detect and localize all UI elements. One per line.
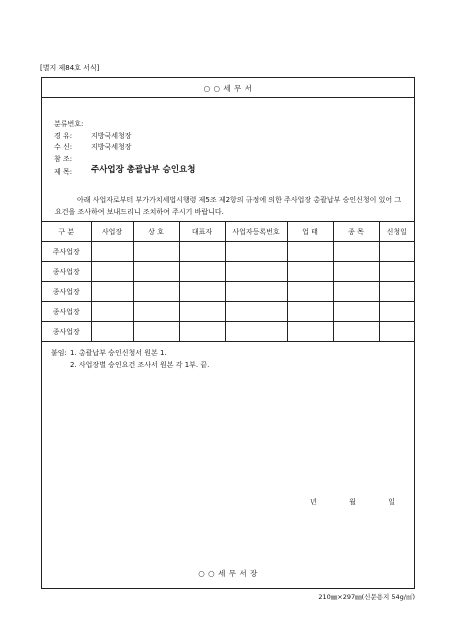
document-frame [41,77,415,589]
meta-reference [54,154,195,166]
table-cell [91,242,133,262]
table-cell [91,262,133,282]
title-divider [42,97,414,98]
header-business-item: 종 목 [333,222,379,242]
table-cell [91,302,133,322]
attachments [51,347,209,371]
table-row [42,322,414,342]
table-cell [179,242,225,262]
table-row [42,302,414,322]
table-cell [179,302,225,322]
table-cell [333,282,379,302]
tax-office-chief: ○ ○ 세 무 서 장 [198,569,258,578]
table-cell [133,262,179,282]
table-cell [333,262,379,282]
row-label: 종사업장 [42,262,91,282]
business-table [42,221,414,342]
table-cell [225,322,287,342]
date-month: 월 [349,498,356,506]
row-label: 종사업장 [42,282,91,302]
row-label: 주사업장 [42,242,91,262]
attachments-label: 붙임: [51,349,67,357]
table-cell [225,282,287,302]
meta-via [54,131,195,143]
meta-key: 분류번호: [54,120,84,128]
table-cell [287,242,333,262]
date-line [310,497,395,507]
table-cell [225,302,287,322]
office-title: ○ ○ 세 무 서 [203,84,253,93]
table-cell [179,282,225,302]
table-row [42,282,414,302]
table-cell [179,262,225,282]
table-cell [379,282,414,302]
table-row [42,262,414,282]
table-cell [287,282,333,302]
attachment-indent [51,359,70,371]
table-cell [333,322,379,342]
header-division: 구 분 [42,222,91,242]
table-cell [333,302,379,322]
attachment-line-2 [51,359,209,371]
document-meta [54,119,195,179]
header-business-type: 업 태 [287,222,333,242]
table-cell [91,282,133,302]
table-cell [287,322,333,342]
table-cell [287,302,333,322]
table-header-row [42,222,414,242]
table-cell [287,262,333,282]
table-row [42,242,414,262]
meta-value: 지방국세청장 [91,143,132,151]
header-representative: 대표자 [179,222,225,242]
request-body [55,195,403,218]
attachment-line-1 [51,347,209,359]
meta-value: 지방국세청장 [91,131,132,140]
date-year: 년 [310,498,317,506]
table-cell [133,302,179,322]
header-application-date: 신청일 [379,222,414,242]
meta-key: 경 유: [54,131,73,140]
table-cell [379,322,414,342]
form-number-label: [별지 제84호 서식] [40,64,100,72]
meta-subject [54,165,195,179]
table-cell [379,262,414,282]
row-label: 종사업장 [42,322,91,342]
attachment-item: 2. 사업장별 승인요건 조사서 원본 각 1부. 끝. [70,361,210,369]
paper-specification: 210㎜×297㎜(신문용지 54g/㎡) [318,593,415,601]
meta-recipient [54,142,195,154]
header-registration-number: 사업자등록번호 [225,222,287,242]
table-cell [133,282,179,302]
attachment-item: 1. 총괄납부 승인신청서 원본 1. [70,349,167,357]
meta-classification [54,119,195,131]
table-cell [225,262,287,282]
meta-key: 수 신: [54,143,73,151]
table-cell [133,322,179,342]
table-cell [91,322,133,342]
header-trade-name: 상 호 [133,222,179,242]
subject-title: 주사업장 총괄납부 승인요청 [91,165,196,175]
table-cell [333,242,379,262]
table-cell [379,242,414,262]
table-cell [179,322,225,342]
row-label: 종사업장 [42,302,91,322]
meta-key: 제 목: [54,168,73,176]
table-cell [133,242,179,262]
meta-key: 참 조: [54,154,73,163]
table-cell [225,242,287,262]
table-cell [379,302,414,322]
date-day: 일 [388,498,395,506]
request-paragraph: 아래 사업자로부터 부가가치세법시행령 제5조 제2항의 규정에 의한 주사업장 총괄납부 승인신청이 있어 그 요건을 조사하여 보내드리니 조치하여 주시기 바랍니다. [55,196,402,216]
header-workplace: 사업장 [91,222,133,242]
